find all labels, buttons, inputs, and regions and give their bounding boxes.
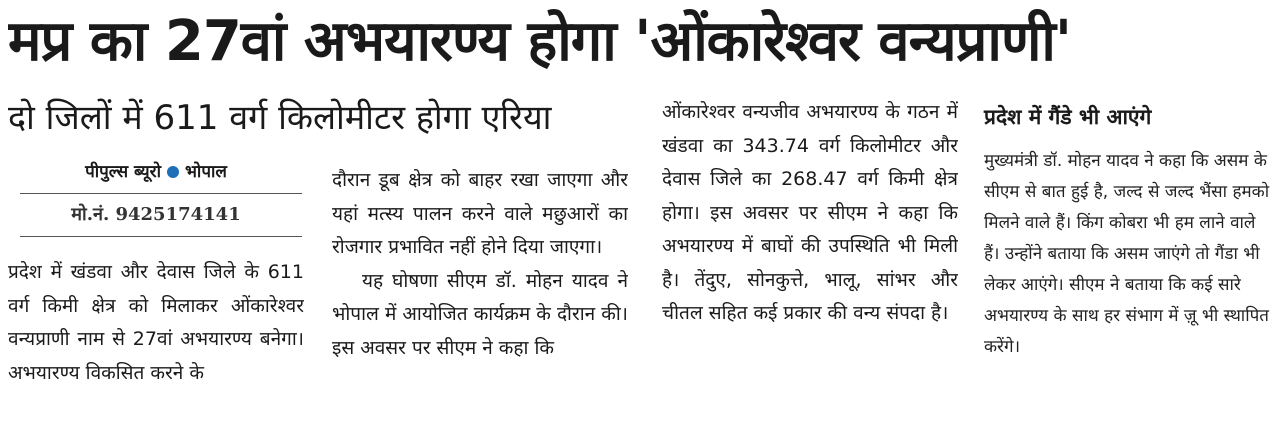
- paragraph-3: यह घोषणा सीएम डॉ. मोहन यादव ने भोपाल में आयोजित कार्यक्रम के दौरान की। इस अवसर पर सीएम ने कहा कि: [332, 269, 628, 359]
- article-column-3: [662, 96, 958, 434]
- mobile-divider: [20, 236, 302, 237]
- sidebar-box: [984, 146, 1274, 434]
- mobile-number: मो.नं. 9425174141: [71, 204, 241, 225]
- byline-city: भोपाल: [184, 162, 227, 182]
- article-column-1: [8, 256, 304, 434]
- byline: [8, 160, 304, 184]
- paragraph-1: प्रदेश में खंडवा और देवास जिले के 611 वर्ग किमी क्षेत्र को मिलाकर ओंकारेश्वर वन्यप्राणी नाम से 27वां अभयारण्य बनेगा। अभयारण्य विकसित करने के: [8, 261, 304, 384]
- byline-divider: [20, 193, 302, 194]
- article-column-2: [332, 164, 628, 434]
- headline: मप्र का 27वां अभयारण्य होगा 'ओंकारेश्वर वन्यप्राणी': [8, 9, 1072, 74]
- paragraph-4: ओंकारेश्वर वन्यजीव अभयारण्य के गठन में खंडवा का 343.74 वर्ग किलोमीटर और देवास जिले का 268.47 वर्ग किमी क्षेत्र होगा। इस अवसर पर सीएम ने कहा कि अभयारण्य में बाघों की उपस्थिति भी मिली है। तेंदुए, सोनकुत्ते, भालू, सांभर और चीतल सहित कई प्रकार की वन्य संपदा है।: [662, 101, 958, 324]
- dot-icon: [167, 166, 179, 178]
- sidebar-body: मुख्यमंत्री डॉ. मोहन यादव ने कहा कि असम के सीएम से बात हुई है, जल्द से जल्द भैंसा हमको मिलने वाले हैं। किंग कोबरा भी हम लाने वाले हैं। उन्होंने बताया कि असम जाएंगे तो गैंडा भी लेकर आएंगे। सीएम ने बताया कि कई सारे अभयारण्य के साथ हर संभाग में ज़ू भी स्थापित करेंगे।: [984, 151, 1270, 357]
- sidebar-heading: प्रदेश में गैंडे भी आएंगे: [984, 105, 1152, 129]
- subheadline: दो जिलों में 611 वर्ग किलोमीटर होगा एरिया: [8, 98, 552, 138]
- paragraph-2: दौरान डूब क्षेत्र को बाहर रखा जाएगा और यहां मत्स्य पालन करने वाले मछुआरों का रोजगार प्रभावित नहीं होने दिया जाएगा।: [332, 169, 628, 258]
- byline-name: पीपुल्स ब्यूरो: [85, 162, 161, 182]
